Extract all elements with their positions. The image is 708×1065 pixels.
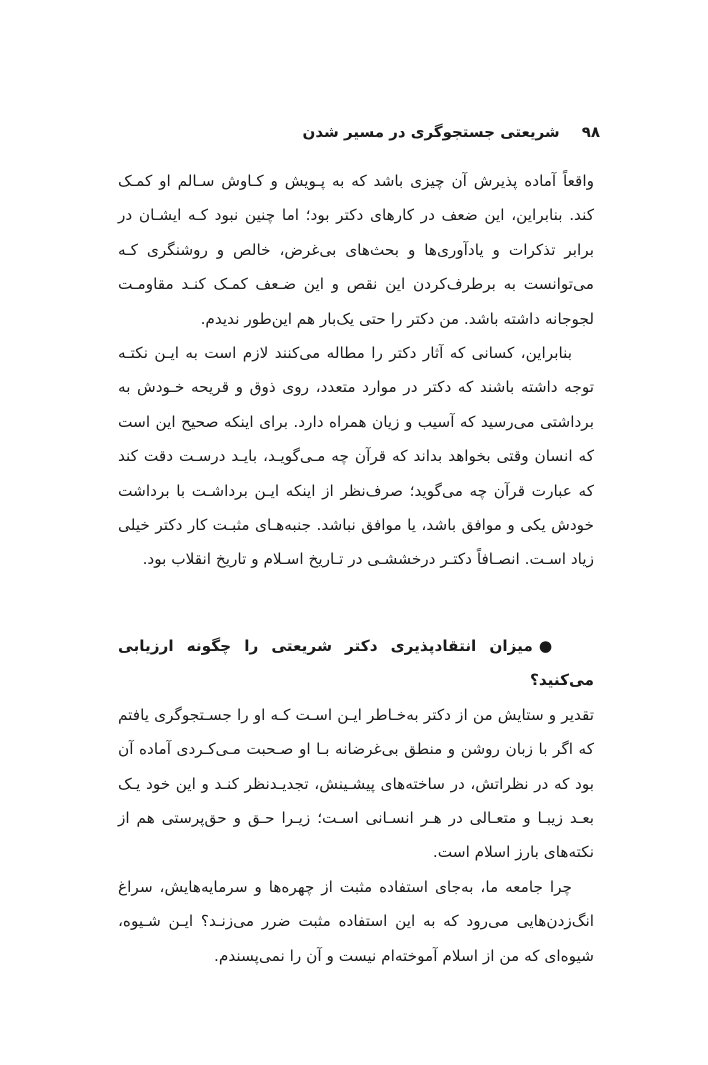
question-text: میزان انتقادپذیری دکتر شریعتی را چگونه ارزیابی می‌کنید؟	[118, 636, 594, 690]
bullet-icon: ●	[538, 636, 560, 655]
paragraph-4: چرا جامعه ما، به‌جای استفاده مثبت از چهره‌ها و سرمایه‌هایش، سراغ انگ‌زدن‌هایی می‌رود که به این استفاده مثبت ضرر می‌زنـد؟ ایـن شـیوه، شیوه‌ای که من از اسلام آموخته‌ام نیست و آن را نمی‌پسندم.	[118, 877, 594, 965]
paragraph-1: واقعاً آماده پذیرش آن چیزی باشد که به پـویش و کـاوش سـالم او کمـک کند. بنابراین، این ضعف در کارهای دکتر بود؛ اما چنین نبود کـه ایشـان در برابر تذکرات و یادآوری‌ها و بحث‌های بی‌غرض، خالص و روشنگری کـه می‌توانست به برطرف‌کردن این نقص و این ضـعف کمـک کنـد مقاومـت لجوجانه داشته باشد. من دکتر را حتی یک‌بار هم این‌طور ندیدم.	[118, 172, 594, 328]
question-heading	[118, 629, 594, 698]
paragraph-2: بنابراین، کسانی که آثار دکتر را مطاله می‌کنند لازم است به ایـن نکتـه توجه داشته باشند که دکتر در موارد متعدد، روی ذوق و قریحه خـودش به برداشتی می‌رسید که آسیب و زیان همراه دارد. برای اینکه صحیح این است که انسان وقتی بخواهد بداند که قرآن چه مـی‌گویـد، بایـد درسـت دقت کند که عبارت قرآن چه می‌گوید؛ صرف‌نظر از اینکه ایـن برداشـت با برداشت خودش یکی و موافق باشد، یا موافق نباشد. جنبه‌هـای مثبـت کار دکتر خیلی زیاد اسـت. انصـافاً دکتـر درخششـی در تـاریخ اسـلام و تاریخ انقلاب بود.	[118, 344, 594, 569]
paragraph-3: تقدیر و ستایش من از دکتر به‌خـاطر ایـن اسـت کـه او را جسـتجوگری یافتم که اگر با زبان روشن و منطق بی‌غرضانه بـا او صـحبت مـی‌کـردی آماده آن بود که در نظراتش، در ساخته‌های پیشـینش، تجدیـدنظر کنـد و این خود یـک بعـد زیبـا و متعـالی در هـر انسـانی اسـت؛ زیـرا حـق و حق‌پرستی هم از نکته‌های بارز اسلام است.	[118, 705, 594, 862]
page-number: ۹۸	[581, 123, 600, 141]
running-head	[120, 118, 600, 146]
running-title: شریعتی جستجوگری در مسیر شدن	[302, 123, 560, 141]
body-text	[118, 164, 594, 973]
